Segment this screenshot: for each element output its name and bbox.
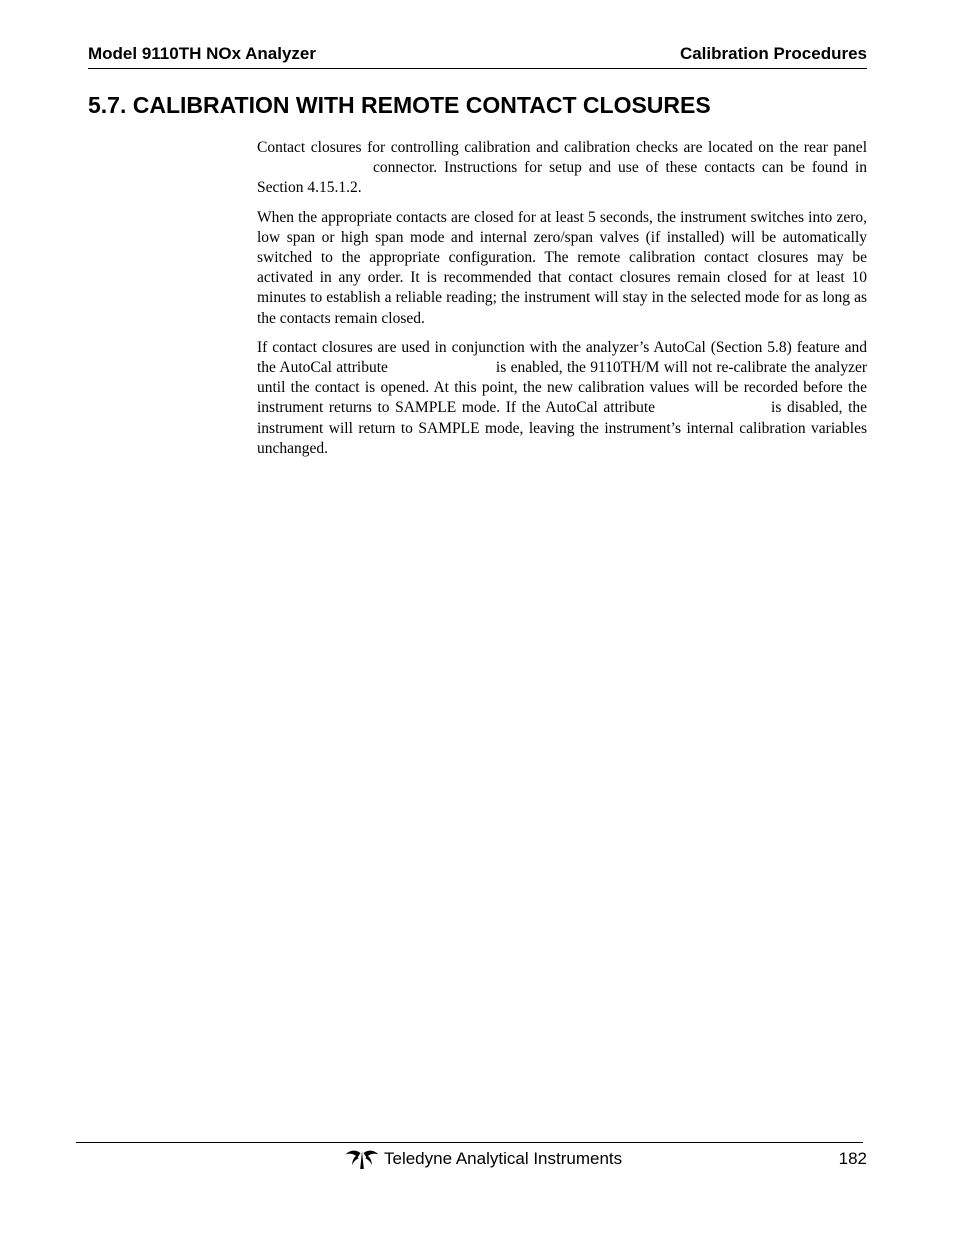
header-divider <box>88 68 867 69</box>
paragraph-2: When the appropriate contacts are closed for at least 5 seconds, the instrument switches into zero, low span or high span mode and internal zero/span valves (if installed) will be automatically switched to the appropriate configuration. The remote calibration contact closures may be activated in any order. It is recommended that contact closures remain closed for at least 10 minutes to establish a reliable reading; the instrument will stay in the selected mode for as long as the contacts remain closed. <box>257 208 867 327</box>
running-header-model: Model 9110TH NOx Analyzer <box>88 44 317 63</box>
paragraph-3-part-b: is enabled, the 9110TH/M will not re-calibrate the analyzer until the contact is opened. At this point, the new calibration values will be recorded before the instrument returns to SAMPLE mode. If the AutoCal attribute <box>257 359 867 417</box>
paragraph-3-part-a: If contact closures are used in conjunction with the analyzer’s AutoCal (Section 5.8) feature and the AutoCal attribute <box>257 338 867 377</box>
paragraph-1-part-a: Contact closures for controlling calibration and calibration checks are located on the rear panel <box>257 139 867 156</box>
paragraph-1-part-b: connector. Instructions for setup and use of these contacts can be found in Section 4.15.1.2. <box>257 159 867 197</box>
teledyne-logo-icon <box>345 1148 379 1170</box>
page-number: 182 <box>838 1149 867 1168</box>
running-header-chapter: Calibration Procedures <box>679 44 867 63</box>
footer-company-name: Teledyne Analytical Instruments <box>384 1149 623 1168</box>
paragraph-1 <box>257 138 867 199</box>
section-heading: 5.7. CALIBRATION WITH REMOTE CONTACT CLOSURES <box>88 92 711 118</box>
footer-divider <box>76 1142 863 1143</box>
paragraph-3 <box>257 338 867 459</box>
body-text <box>257 138 867 468</box>
paragraph-3-part-c: is disabled, the instrument will return to SAMPLE mode, leaving the instrument’s internal calibration variables unchanged. <box>257 399 868 457</box>
